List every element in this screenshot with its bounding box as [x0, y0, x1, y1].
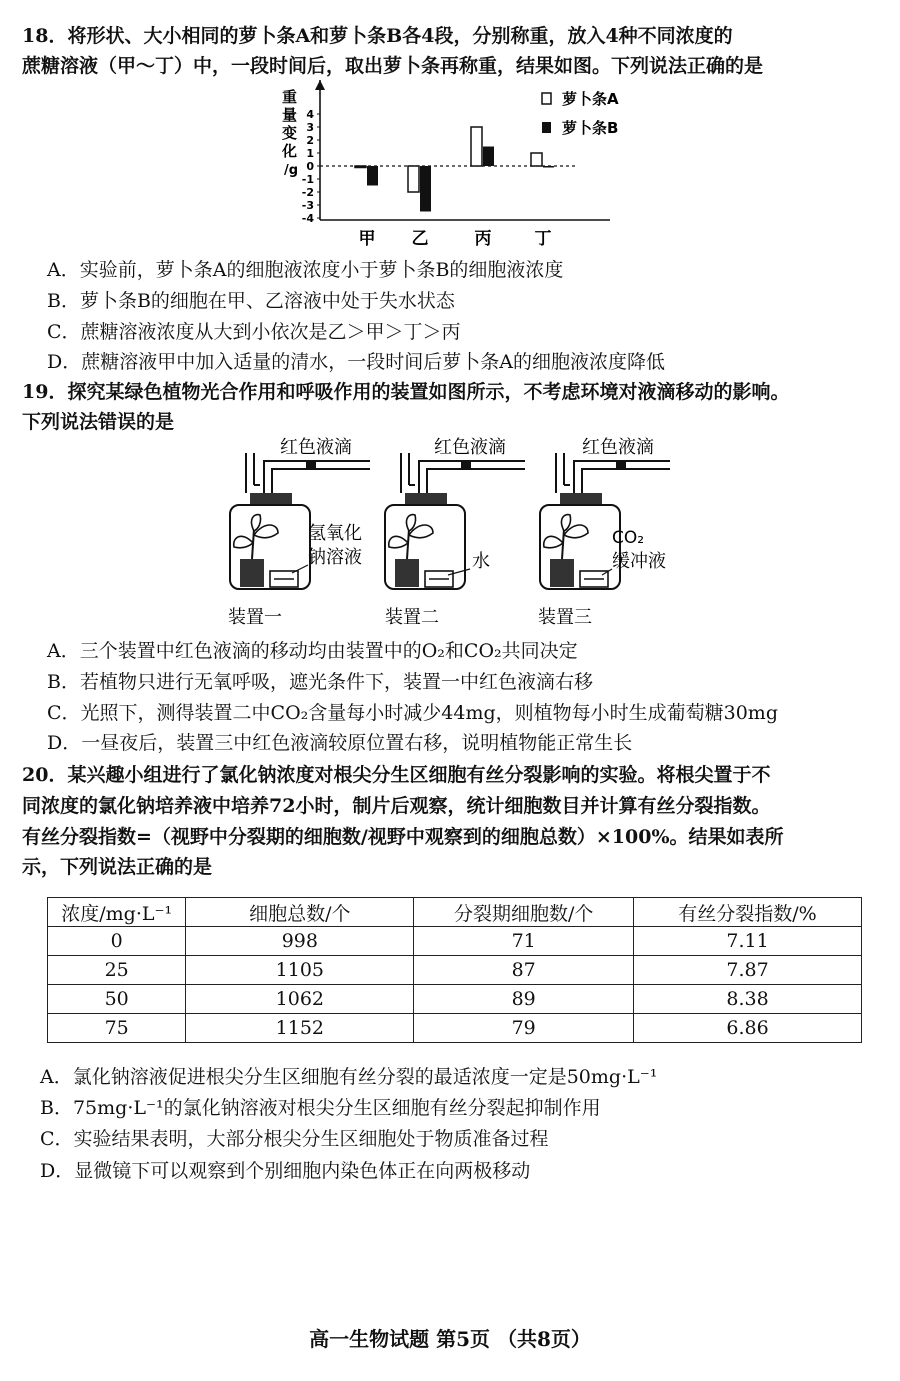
table-header-cell: 有丝分裂指数/%: [634, 898, 862, 927]
table-cell: 25: [48, 956, 186, 985]
x-category-label: 甲: [358, 229, 376, 249]
table-header-row: [48, 898, 862, 927]
device3-caption: 装置三: [538, 607, 592, 628]
table-row: [48, 985, 862, 1014]
bar-乙-萝卜条B: [420, 166, 431, 212]
table-cell: 87: [414, 956, 634, 985]
table-cell: 6.86: [634, 1014, 862, 1043]
q19-stem-line2: 下列说法错误的是: [22, 411, 175, 433]
table-cell: 50: [48, 985, 186, 1014]
q20-option-c: C．实验结果表明，大部分根尖分生区细胞处于物质准备过程: [40, 1128, 549, 1150]
table-header-cell: 细胞总数/个: [186, 898, 414, 927]
q18-option-b: B．萝卜条B的细胞在甲、乙溶液中处于失水状态: [47, 290, 455, 312]
legend-label-b: 萝卜条B: [562, 119, 619, 137]
chart-ylabel-1: 重: [282, 88, 298, 106]
device1-solution-line1: 氢氧化: [308, 523, 362, 544]
bar-丙-萝卜条A: [471, 127, 482, 166]
x-category-label: 丙: [474, 229, 492, 249]
table-cell: 7.87: [634, 956, 862, 985]
device1-drop-label: 红色液滴: [280, 437, 352, 458]
y-tick-label: -1: [301, 173, 314, 186]
q19-option-c: C．光照下，测得装置二中CO₂含量每小时减少44mg，则植物每小时生成葡萄糖30mg: [47, 702, 778, 724]
legend-swatch-a: [542, 93, 551, 104]
table-cell: 1105: [186, 956, 414, 985]
device2-caption: 装置二: [385, 607, 439, 628]
table-cell: 7.11: [634, 927, 862, 956]
chart-ylabel-2: 量: [282, 106, 298, 124]
table-cell: 0: [48, 927, 186, 956]
y-tick-label: 4: [306, 108, 314, 121]
chart-ylabel-4: 化: [282, 142, 298, 160]
q19-option-d: D．一昼夜后，装置三中红色液滴较原位置右移，说明植物能正常生长: [47, 732, 633, 754]
device3-solution-line2: 缓冲液: [612, 551, 666, 572]
x-category-label: 乙: [411, 229, 429, 249]
bar-丁-萝卜条A: [531, 153, 542, 166]
device3-drop-label: 红色液滴: [582, 437, 654, 458]
q18-bar-chart: [270, 78, 650, 258]
table-row: [48, 956, 862, 985]
table-row: [48, 1014, 862, 1043]
bar-丙-萝卜条B: [483, 147, 494, 167]
table-cell: 89: [414, 985, 634, 1014]
table-cell: 71: [414, 927, 634, 956]
y-tick-label: 3: [306, 121, 314, 134]
table-header-cell: 浓度/mg·L⁻¹: [48, 898, 186, 927]
q20-option-b: B．75mg·L⁻¹的氯化钠溶液对根尖分生区细胞有丝分裂起抑制作用: [40, 1097, 601, 1119]
y-tick-label: -4: [301, 212, 314, 225]
device2-drop-label: 红色液滴: [434, 437, 506, 458]
device1-caption: 装置一: [228, 607, 282, 628]
device3-solution-line1: CO₂: [612, 528, 645, 548]
legend-label-a: 萝卜条A: [562, 90, 619, 108]
y-tick-label: 1: [306, 147, 314, 160]
q20-stem-line1: 20．某兴趣小组进行了氯化钠浓度对根尖分生区细胞有丝分裂影响的实验。将根尖置于不: [22, 764, 771, 786]
y-tick-label: -3: [301, 199, 314, 212]
bar-甲-萝卜条B: [367, 166, 378, 186]
chart-ylabel-3: 变: [282, 124, 298, 142]
chart-ylabel-5: /g: [284, 163, 299, 178]
q20-stem-line4: 示，下列说法正确的是: [22, 856, 213, 878]
q18-option-a: A．实验前，萝卜条A的细胞液浓度小于萝卜条B的细胞液浓度: [47, 259, 564, 281]
q19-option-a: A．三个装置中红色液滴的移动均由装置中的O₂和CO₂共同决定: [47, 640, 578, 662]
q20-stem-line2: 同浓度的氯化钠培养液中培养72小时，制片后观察，统计细胞数目并计算有丝分裂指数。: [22, 795, 771, 817]
q20-option-a: A．氯化钠溶液促进根尖分生区细胞有丝分裂的最适浓度一定是50mg·L⁻¹: [40, 1066, 658, 1088]
table-cell: 1062: [186, 985, 414, 1014]
bar-甲-萝卜条A: [355, 166, 366, 168]
table-cell: 998: [186, 927, 414, 956]
table-cell: 79: [414, 1014, 634, 1043]
y-tick-label: 2: [306, 134, 314, 147]
q19-option-b: B．若植物只进行无氧呼吸，遮光条件下，装置一中红色液滴右移: [47, 671, 593, 693]
table-row: [48, 927, 862, 956]
page-footer: 高一生物试题 第5页 （共8页）: [309, 1327, 591, 1351]
q20-data-table: [47, 897, 862, 1043]
table-cell: 75: [48, 1014, 186, 1043]
q20-stem-line3: 有丝分裂指数=（视野中分裂期的细胞数/视野中观察到的细胞总数）×100%。结果如表所: [22, 826, 784, 848]
q19-apparatus-figure: [220, 435, 670, 635]
device1-solution-line2: 钠溶液: [308, 547, 362, 568]
table-header-cell: 分裂期细胞数/个: [414, 898, 634, 927]
q20-option-d: D．显微镜下可以观察到个别细胞内染色体正在向两极移动: [40, 1160, 531, 1182]
q18-option-c: C．蔗糖溶液浓度从大到小依次是乙＞甲＞丁＞丙: [47, 321, 461, 343]
y-tick-label: -2: [301, 186, 314, 199]
y-tick-label: 0: [306, 160, 314, 173]
q18-stem-line1: 18．将形状、大小相同的萝卜条A和萝卜条B各4段，分别称重，放入4种不同浓度的: [22, 25, 733, 47]
device2-solution-line1: 水: [472, 551, 490, 572]
q19-stem-line1: 19．探究某绿色植物光合作用和呼吸作用的装置如图所示，不考虑环境对液滴移动的影响。: [22, 381, 790, 403]
bar-丁-萝卜条B: [543, 166, 554, 168]
x-category-label: 丁: [534, 229, 552, 249]
chart-y-axis-arrow: [315, 80, 325, 90]
q18-stem-line2: 蔗糖溶液（甲～丁）中，一段时间后，取出萝卜条再称重，结果如图。下列说法正确的是: [22, 55, 764, 77]
bar-乙-萝卜条A: [408, 166, 419, 192]
legend-swatch-b: [542, 122, 551, 133]
table-cell: 1152: [186, 1014, 414, 1043]
q18-option-d: D．蔗糖溶液甲中加入适量的清水，一段时间后萝卜条A的细胞液浓度降低: [47, 351, 665, 373]
table-cell: 8.38: [634, 985, 862, 1014]
